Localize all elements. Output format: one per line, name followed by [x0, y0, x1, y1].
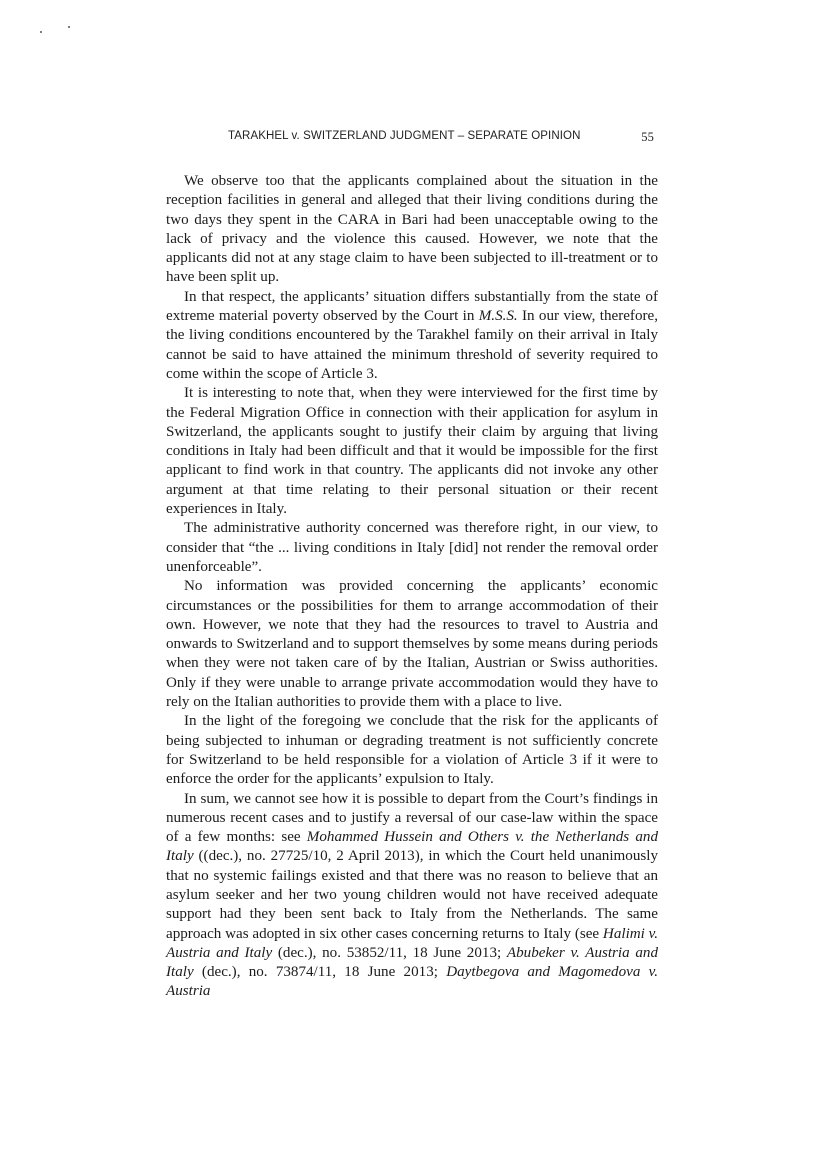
- page-number: 55: [641, 130, 654, 144]
- body-text: [166, 172, 658, 1002]
- text-run: We observe too that the applicants complained about the situation in the reception facilities in general and alleged that their living conditions during the two days they spent in the CARA in Bari had been unacceptable owing to the lack of privacy and the violence this caused. However, we note that the applicants did not at any stage claim to have been subjected to ill-treatment or to have been split up.: [166, 173, 658, 286]
- paragraph-5: [166, 577, 658, 712]
- text-run: (dec.), no. 53852/11, 18 June 2013;: [272, 944, 507, 961]
- paragraph-4: [166, 519, 658, 577]
- text-run: ((dec.), no. 27725/10, 2 April 2013), in which the Court held unanimously that no systemic failings existed and that there was no reason to believe that an asylum seeker and her two young children would not have received adequate support had they been sent back to Italy from the Netherlands. The same approach was adopted in six other cases concerning returns to Italy (see: [166, 848, 658, 942]
- case-citation: Daytbegova and Magomedova v. Austria: [166, 964, 658, 1000]
- paragraph-7: [166, 790, 658, 1002]
- case-citation: Halimi v. Austria and Italy: [166, 925, 658, 961]
- text-run: (dec.), no. 73874/11, 18 June 2013;: [193, 964, 447, 981]
- text-run: It is interesting to note that, when they were interviewed for the first time by the Federal Migration Office in connection with their application for asylum in Switzerland, the applicants sought to justify their claim by arguing that living conditions in Italy had been difficult and that it would be impossible for the first applicant to find work in that country. The applicants did not invoke any other argument at that time relating to their personal situation or their recent experiences in Italy.: [166, 385, 658, 518]
- paragraph-1: [166, 172, 658, 288]
- case-citation: Mohammed Hussein and Others v. the Netherlands and Italy: [166, 829, 658, 865]
- text-run: No information was provided concerning the applicants’ economic circumstances or the possibilities for them to arrange accommodation of their own. However, we note that they had the resources to travel to Austria and onwards to Switzerland and to support themselves by some means during periods when they were not taken care of by the Italian, Austrian or Swiss authorities. Only if they were unable to arrange private accommodation would they have to rely on the Italian authorities to provide them with a place to live.: [166, 578, 658, 711]
- paragraph-2: [166, 288, 658, 384]
- text-run: In that respect, the applicants’ situation differs substantially from the state of extreme material poverty observed by the Court in: [166, 288, 658, 325]
- text-run: In sum, we cannot see how it is possible to depart from the Court’s findings in numerous recent cases and to justify a reversal of our case-law within the space of a few months: see: [166, 790, 658, 846]
- text-run: In the light of the foregoing we conclude that the risk for the applicants of being subjected to inhuman or degrading treatment is not sufficiently concrete for Switzerland to be held responsible for a violation of Article 3 if it were to enforce the order for the applicants’ expulsion to Italy.: [166, 713, 658, 788]
- running-header: [228, 130, 654, 148]
- case-citation: Abubeker v. Austria and Italy: [166, 944, 659, 981]
- text-run: The administrative authority concerned was therefore right, in our view, to consider that “the ... living conditions in Italy [did] not render the removal order unenforceable”.: [166, 520, 658, 575]
- case-citation: M.S.S.: [478, 308, 518, 325]
- scan-speck: [68, 26, 70, 28]
- paragraph-6: [166, 712, 658, 789]
- paragraph-3: [166, 384, 658, 519]
- text-run: In our view, therefore, the living conditions encountered by the Tarakhel family on their arrival in Italy cannot be said to have attained the minimum threshold of severity required to come within the scope of Article 3.: [166, 308, 658, 382]
- header-title: TARAKHEL v. SWITZERLAND JUDGMENT – SEPARATE OPINION: [228, 130, 581, 142]
- scan-speck: [40, 31, 42, 33]
